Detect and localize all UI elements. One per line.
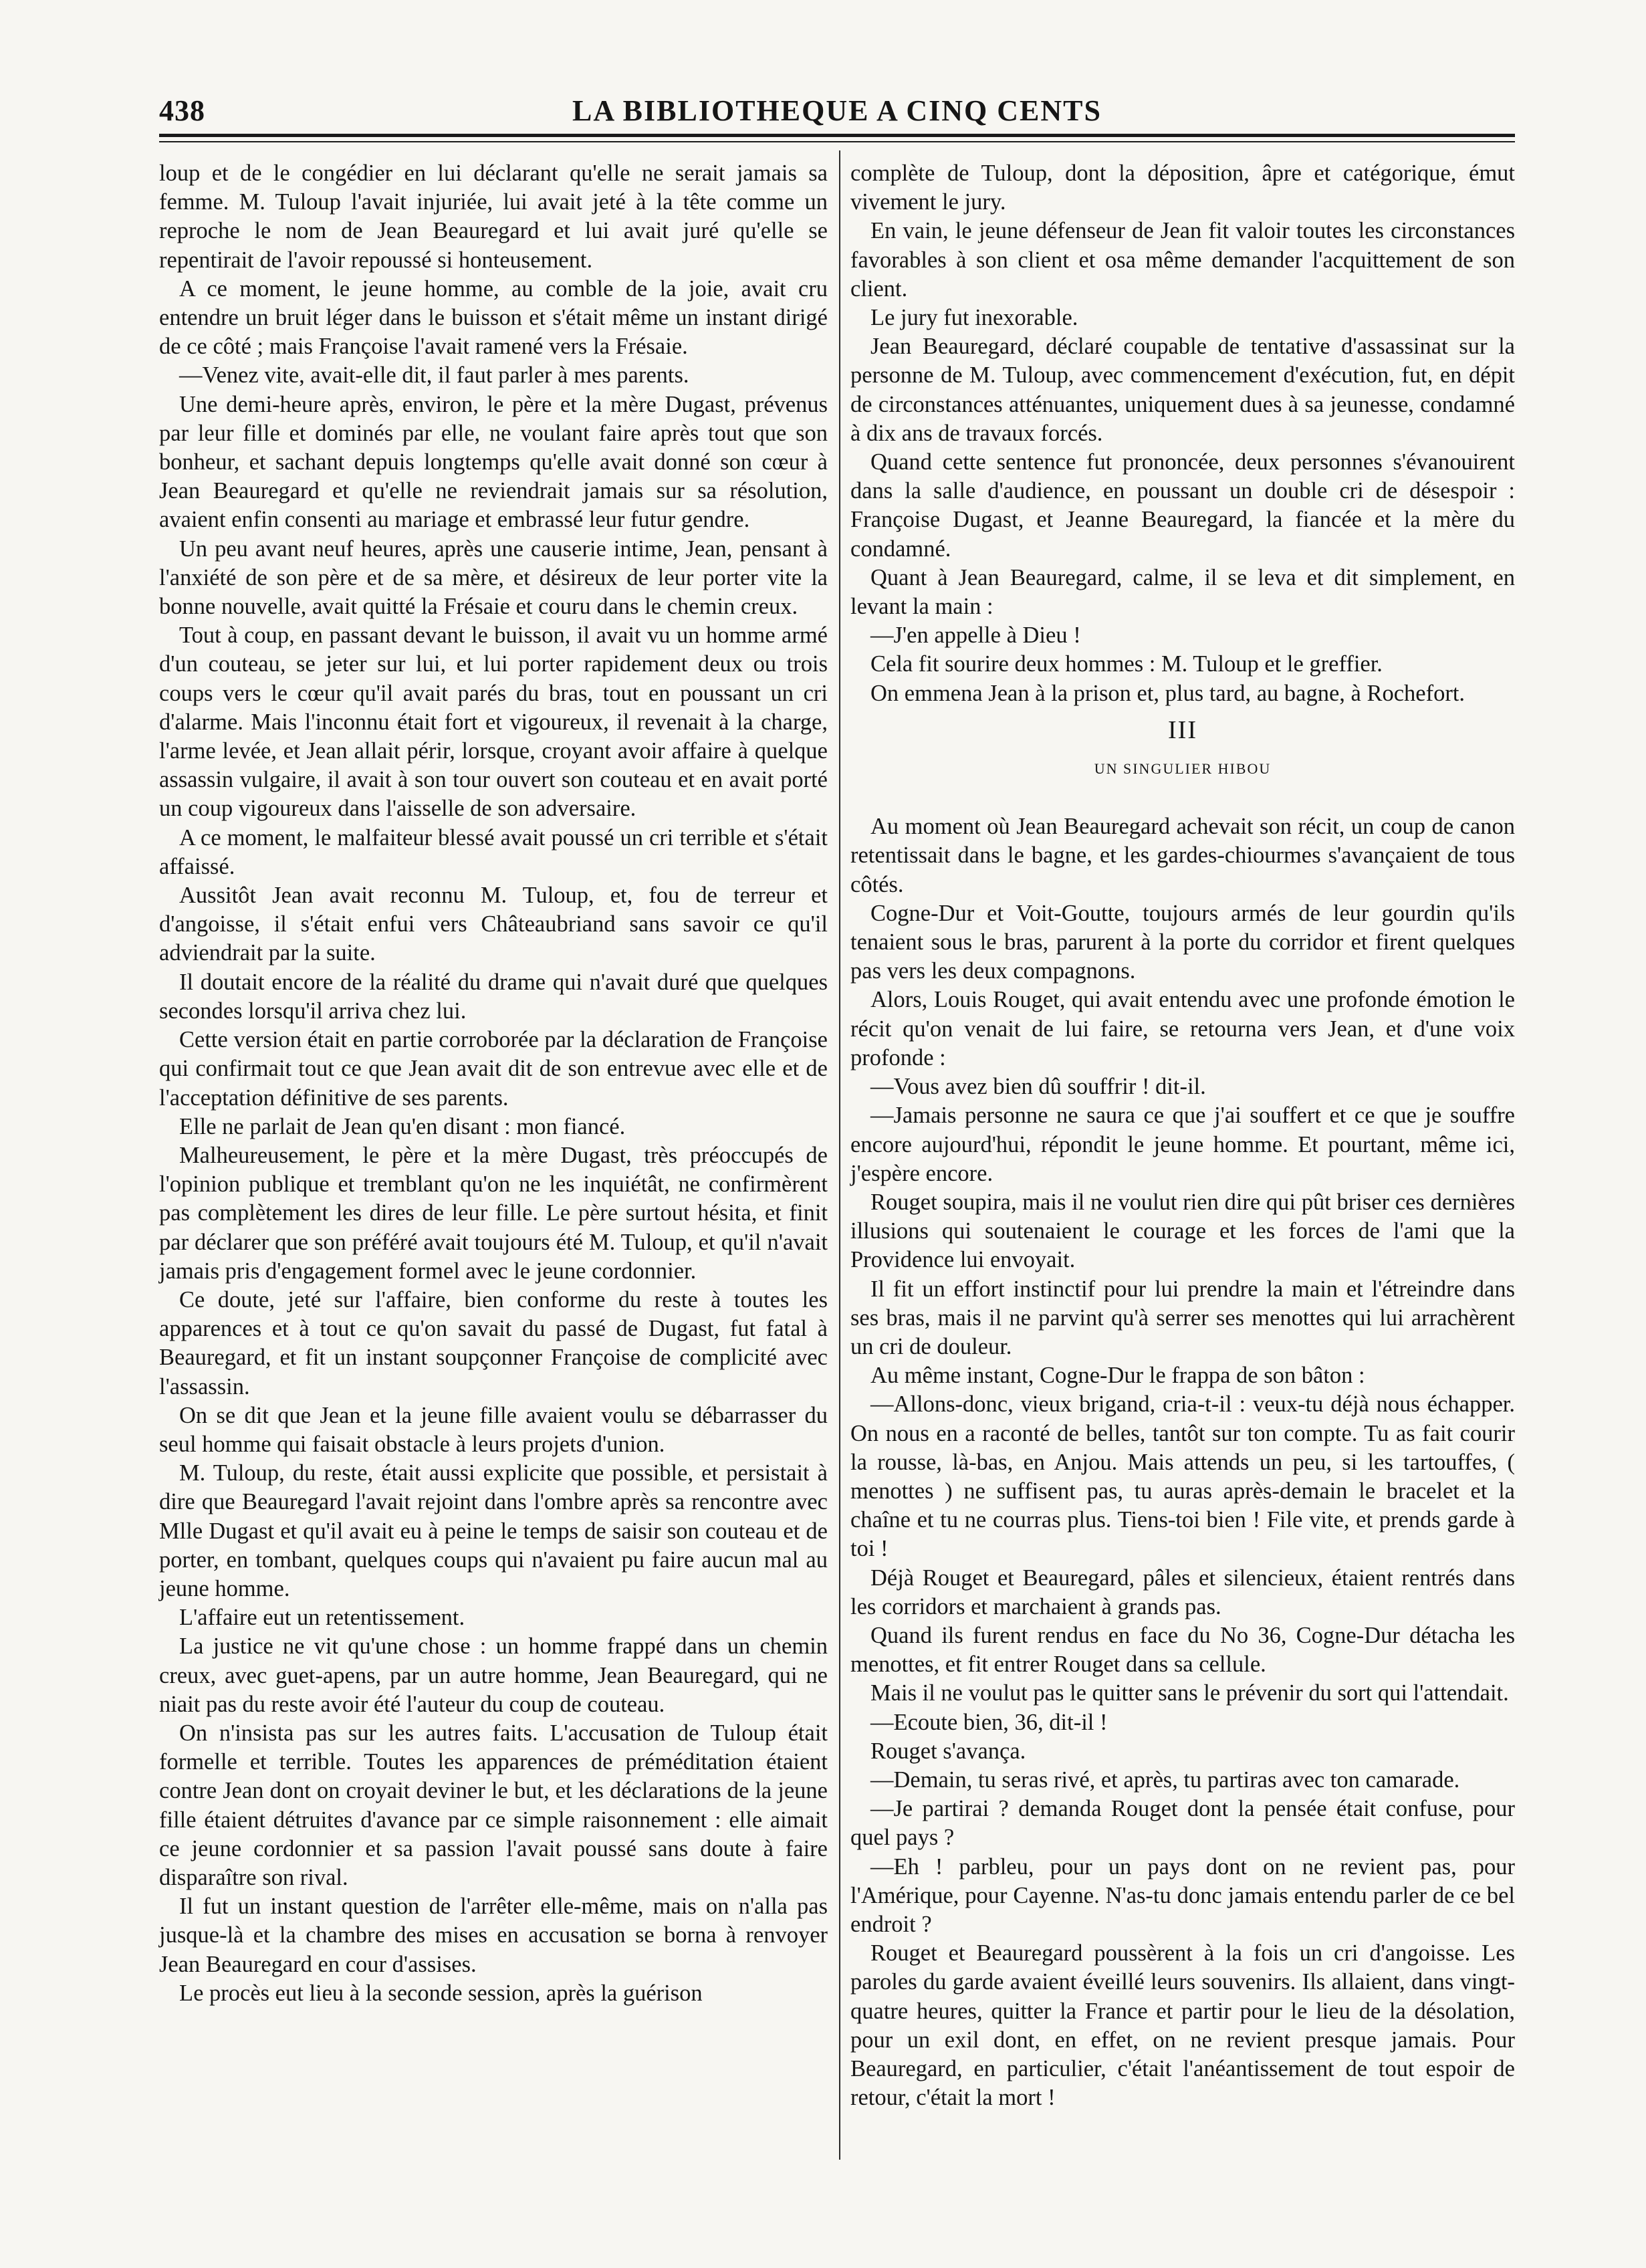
paragraph: Un peu avant neuf heures, après une causerie intime, Jean, pensant à l'anxiété de son père et de sa mère, et désireux de leur porter vite la bonne nouvelle, avait quitté la Frésaie et couru dans le chemin creux. [159, 536, 828, 620]
paragraph: Jean Beauregard, déclaré coupable de tentative d'assassinat sur la personne de M. Tuloup, avec commencement d'exécution, fut, en dépit de circonstances atténuantes, uniquement dues à sa jeunesse, condamné à dix ans de travaux forcés. [850, 334, 1515, 446]
paragraph: Elle ne parlait de Jean qu'en disant : mon fiancé. [179, 1113, 626, 1139]
paragraph: L'affaire eut un retentissement. [179, 1605, 465, 1631]
paragraph: Le jury fut inexorable. [870, 305, 1078, 331]
paragraph: complète de Tuloup, dont la déposition, âpre et catégorique, émut vivement le jury. [850, 160, 1515, 215]
paragraph: Rouget soupira, mais il ne voulut rien dire qui pût briser ces dernières illusions qui soutenaient le courage et les forces de l'ami que la Providence lui envoyait. [850, 1189, 1515, 1273]
paragraph: Malheureusement, le père et la mère Dugast, très préoccupés de l'opinion publique et tremblant qu'on ne les inquiétât, ne confirmèrent pas complètement les dires de leur fille. Le père surtout hésita, et finit par déclarer que son préféré avait toujours été M. Tuloup, et qu'il n'avait jamais pris d'engagement formel avec le jeune cordonnier. [159, 1142, 828, 1284]
page-number: 438 [159, 94, 205, 127]
paragraph: On emmena Jean à la prison et, plus tard, au bagne, à Rochefort. [870, 680, 1465, 706]
paragraph: Il fit un effort instinctif pour lui prendre la main et l'étreindre dans ses bras, mais il ne parvint qu'à serrer ses menottes qui lui arrachèrent un cri de douleur. [850, 1276, 1515, 1359]
paragraph: Quant à Jean Beauregard, calme, il se leva et dit simplement, en levant la main : [850, 564, 1515, 620]
section-number: III [1168, 715, 1197, 744]
paragraph: Mais il ne voulut pas le quitter sans le prévenir du sort qui l'attendait. [870, 1680, 1509, 1706]
paragraph: —Eh ! parbleu, pour un pays dont on ne revient pas, pour l'Amérique, pour Cayenne. N'as-tu donc jamais entendu parler de ce bel endroit ? [850, 1853, 1515, 1937]
paragraph: Rouget s'avança. [870, 1738, 1026, 1764]
header-rule-thick [159, 134, 1515, 137]
section-title: UN SINGULIER HIBOU [1094, 760, 1272, 778]
paragraph: Ce doute, jeté sur l'affaire, bien conforme du reste à toutes les apparences et à tout ce qu'on savait du passé de Dugast, fut fatal à Beauregard, et fit un instant soupçonner Françoise de complicité avec l'assassin. [159, 1286, 828, 1399]
paragraph: loup et de le congédier en lui déclarant qu'elle ne serait jamais sa femme. M. Tuloup l'avait injuriée, lui avait jeté à la tête comme un reproche le nom de Jean Beauregard et lui avait juré qu'elle se repentirait de l'avoir repoussé si honteusement. [159, 160, 828, 273]
left-column [159, 159, 828, 2008]
paragraph: Cogne-Dur et Voit-Goutte, toujours armés de leur gourdin qu'ils tenaient sous le bras, parurent à la porte du corridor et firent quelques pas vers les deux compagnons. [850, 900, 1515, 984]
paragraph: On se dit que Jean et la jeune fille avaient voulu se débarrasser du seul homme qui faisait obstacle à leurs projets d'union. [159, 1402, 828, 1457]
paragraph: Tout à coup, en passant devant le buisson, il avait vu un homme armé d'un couteau, se jeter sur lui, et lui porter rapidement deux ou trois coups vers le cœur qu'il avait parés du bras, tout en poussant un cri d'alarme. Mais l'inconnu était fort et vigoureux, il revenait à la charge, l'arme levée, et Jean allait périr, lorsque, croyant avoir affaire à quelque assassin vulgaire, il avait à son tour ouvert son couteau et en avait porté un coup vigoureux dans l'aisselle de son adversaire. [159, 622, 828, 822]
column-divider [839, 150, 840, 2160]
paragraph: Cette version était en partie corroborée par la déclaration de Françoise qui confirmait tout ce que Jean avait dit de son entrevue avec elle et de l'acceptation définitive de ses parents. [159, 1027, 828, 1111]
paragraph: La justice ne vit qu'une chose : un homme frappé dans un chemin creux, avec guet-apens, par un autre homme, Jean Beauregard, qui ne niait pas du reste avoir été l'auteur du coup de couteau. [159, 1633, 828, 1717]
paragraph: Aussitôt Jean avait reconnu M. Tuloup, et, fou de terreur et d'angoisse, il s'était enfui vers Châteaubriand sans savoir ce qu'il adviendrait par la suite. [159, 883, 828, 966]
paragraph: M. Tuloup, du reste, était aussi explicite que possible, et persistait à dire que Beauregard l'avait rejoint dans l'ombre après sa rencontre avec Mlle Dugast et qu'il avait eu à peine le temps de saisir son couteau et de porter, en tombant, quelques coups qui n'avaient pu faire aucun mal au jeune homme. [159, 1460, 828, 1601]
paragraph: Cela fit sourire deux hommes : M. Tuloup et le greffier. [870, 651, 1383, 677]
header-rule-thin [159, 141, 1515, 142]
paragraph: A ce moment, le jeune homme, au comble de la joie, avait cru entendre un bruit léger dans le buisson et s'était même un instant dirigé de ce côté ; mais Françoise l'avait ramené vers la Frésaie. [159, 275, 828, 360]
paragraph: Il doutait encore de la réalité du drame qui n'avait duré que quelques secondes lorsqu'il arriva chez lui. [159, 969, 828, 1024]
paragraph: —J'en appelle à Dieu ! [870, 622, 1081, 649]
paragraph: Quand ils furent rendus en face du No 36, Cogne-Dur détacha les menottes, et fit entrer Rouget dans sa cellule. [850, 1622, 1515, 1678]
paragraph: Rouget et Beauregard poussèrent à la fois un cri d'angoisse. Les paroles du garde avaient éveillé leurs souvenirs. Ils allaient, dans vingt-quatre heures, quitter la France et partir pour le lieu de la désolation, pour un exil dont, en effet, on ne revient presque jamais. Pour Beauregard, en particulier, c'était l'anéantissement de tout espoir de retour, c'était la mort ! [850, 1940, 1515, 2111]
paragraph: Déjà Rouget et Beauregard, pâles et silencieux, étaient rentrés dans les corridors et marchaient à grands pas. [850, 1565, 1515, 1619]
paragraph: —Jamais personne ne saura ce que j'ai souffert et ce que je souffre encore aujourd'hui, répondit le jeune homme. Et pourtant, même ici, j'espère encore. [850, 1103, 1515, 1186]
running-title: LA BIBLIOTHEQUE A CINQ CENTS [572, 94, 1102, 127]
paragraph: Il fut un instant question de l'arrêter elle-même, mais on n'alla pas jusque-là et la chambre des mises en accusation se borna à renvoyer Jean Beauregard en cour d'assises. [159, 1894, 828, 1977]
paragraph: —Allons-donc, vieux brigand, cria-t-il : veux-tu déjà nous échapper. On nous en a raconté de belles, tantôt sur ton compte. Tu as fait courir la rousse, là-bas, en Anjou. Mais attends un peu, si les tartouffes, ( menottes ) ne suffisent pas, tu auras après-demain le bracelet et la chaîne et tu ne courras plus. Tiens-toi bien ! File vite, et prends garde à toi ! [850, 1391, 1515, 1562]
paragraph: —Je partirai ? demanda Rouget dont la pensée était confuse, pour quel pays ? [850, 1796, 1515, 1851]
paragraph: On n'insista pas sur les autres faits. L'accusation de Tuloup était formelle et terrible. Toutes les apparences de préméditation étaient contre Jean dont on croyait deviner le but, et les déclarations de la jeune fille étaient détruites d'avance par ce simple raisonnement : elle aimait ce jeune cordonnier et sa passion l'avait poussé sans doute à faire disparaître son rival. [159, 1720, 828, 1890]
paragraph: Au même instant, Cogne-Dur le frappa de son bâton : [870, 1363, 1365, 1389]
paragraph: Alors, Louis Rouget, qui avait entendu avec une profonde émotion le récit qu'on venait de lui faire, se retourna vers Jean, et d'une voix profonde : [850, 987, 1515, 1070]
paragraph: Quand cette sentence fut prononcée, deux personnes s'évanouirent dans la salle d'audience, en poussant un double cri de désespoir : Françoise Dugast, et Jeanne Beauregard, la fiancée et la mère du condamné. [850, 449, 1515, 562]
paragraph: Au moment où Jean Beauregard achevait son récit, un coup de canon retentissait dans le bagne, et les gardes-chiourmes s'avançaient de tous côtés. [850, 814, 1515, 897]
paragraph: —Ecoute bien, 36, dit-il ! [870, 1709, 1108, 1735]
right-column [850, 159, 1515, 2112]
paragraph: —Demain, tu seras rivé, et après, tu partiras avec ton camarade. [870, 1767, 1460, 1793]
paragraph: —Venez vite, avait-elle dit, il faut parler à mes parents. [179, 362, 689, 388]
paragraph: A ce moment, le malfaiteur blessé avait poussé un cri terrible et s'était affaissé. [159, 824, 828, 879]
paragraph: Une demi-heure après, environ, le père et la mère Dugast, prévenus par leur fille et dominés par elle, ne voulant faire après tout que son bonheur, et sachant depuis longtemps qu'elle avait donné son cœur à Jean Beauregard et qu'elle ne reviendrait jamais sur sa résolution, avaient enfin consenti au mariage et embrassé leur futur gendre. [159, 391, 828, 533]
paragraph: Le procès eut lieu à la seconde session, après la guérison [179, 1980, 703, 2006]
paragraph: En vain, le jeune défenseur de Jean fit valoir toutes les circonstances favorables à son client et osa même demander l'acquittement de son client. [850, 218, 1515, 302]
paragraph: —Vous avez bien dû souffrir ! dit-il. [870, 1074, 1206, 1100]
